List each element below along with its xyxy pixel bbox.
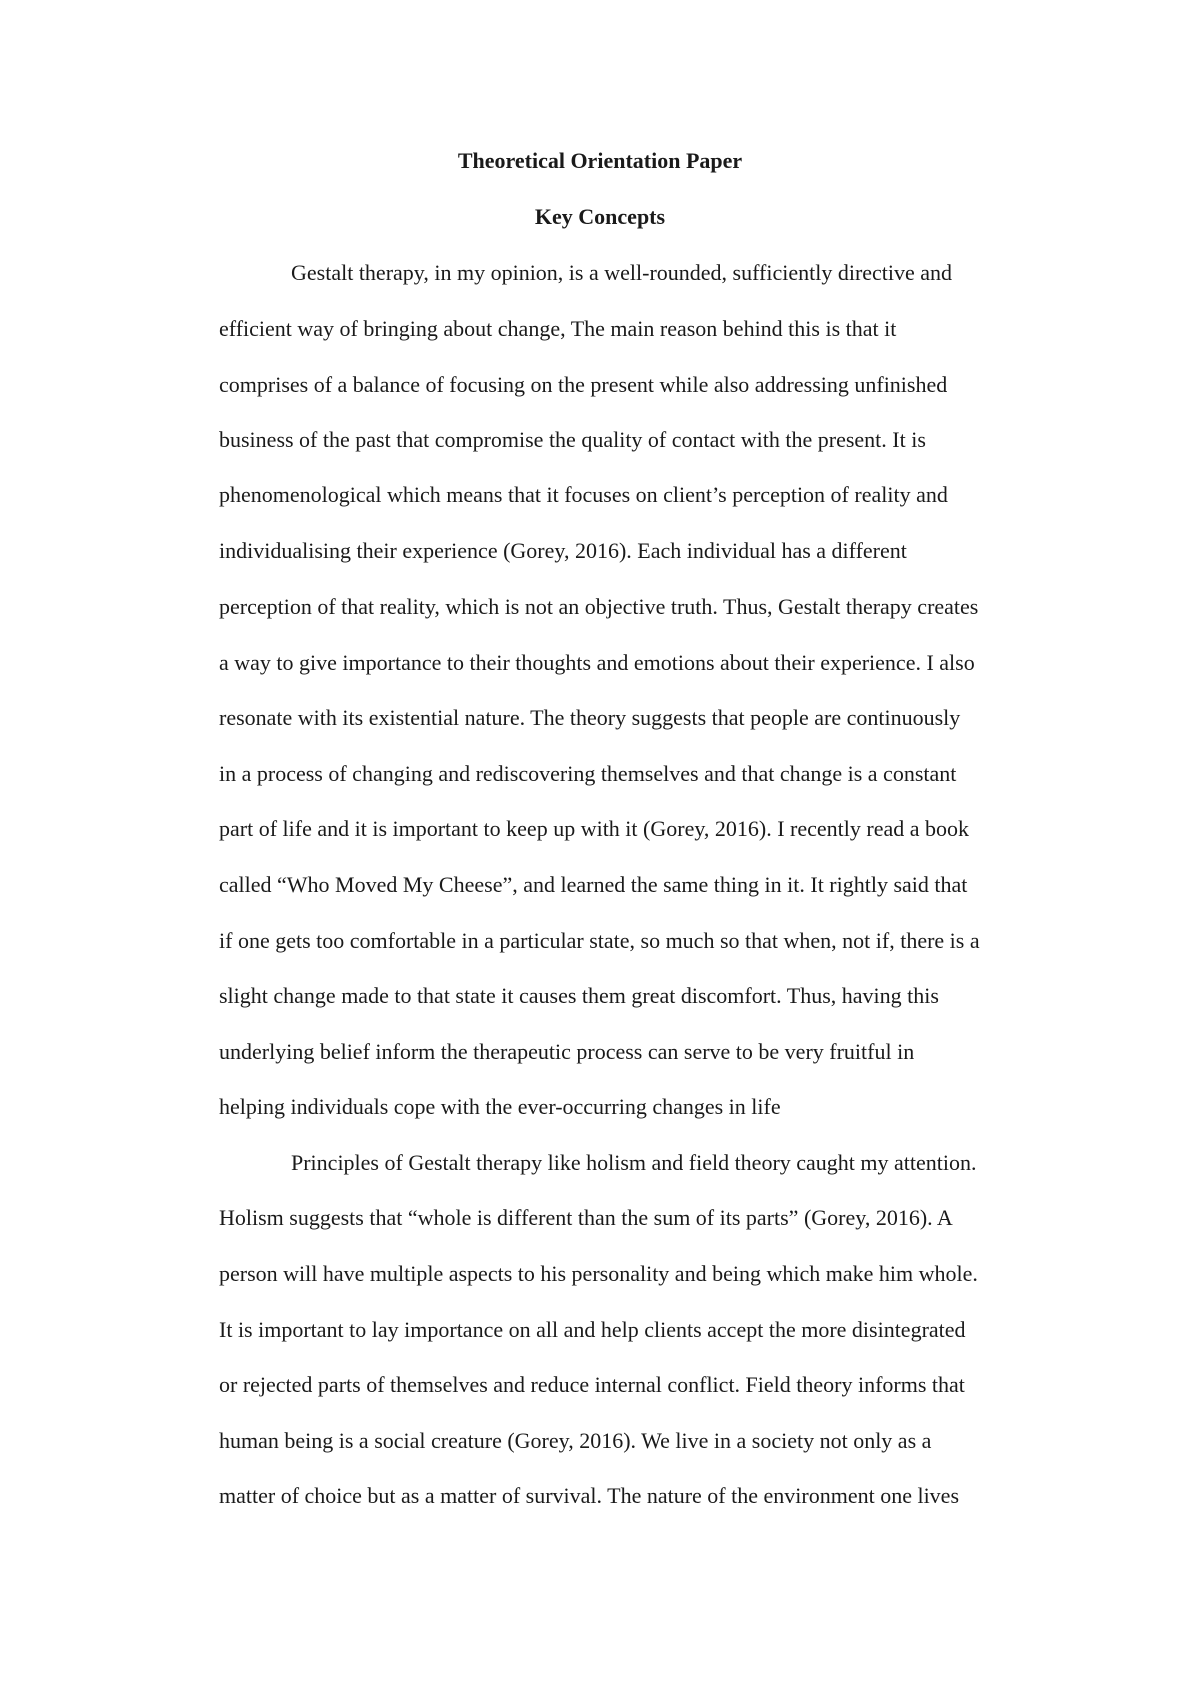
paragraph-1-line: perception of that reality, which is not an objective truth. Thus, Gestalt therapy creates xyxy=(219,594,979,619)
paragraph-1-line: business of the past that compromise the quality of contact with the present. It is xyxy=(219,427,926,452)
paragraph-1-line: part of life and it is important to keep up with it (Gorey, 2016). I recently read a book xyxy=(219,816,970,841)
document-title: Theoretical Orientation Paper xyxy=(457,148,743,173)
paragraph-1-line: in a process of changing and rediscovering themselves and that change is a constant xyxy=(219,761,957,786)
paragraph-1-line: underlying belief inform the therapeutic process can serve to be very fruitful in xyxy=(219,1039,915,1064)
paragraph-1-line: phenomenological which means that it focuses on client’s perception of reality and xyxy=(219,482,948,507)
paragraph-1-line: a way to give importance to their thoughts and emotions about their experience. I also xyxy=(219,650,975,675)
paragraph-1-line: if one gets too comfortable in a particular state, so much so that when, not if, there is a xyxy=(219,928,980,953)
paragraph-1-line: comprises of a balance of focusing on the present while also addressing unfinished xyxy=(219,372,948,397)
paragraph-1-line: individualising their experience (Gorey, 2016). Each individual has a different xyxy=(219,538,907,563)
paragraph-1-line: efficient way of bringing about change, The main reason behind this is that it xyxy=(219,316,897,341)
paragraph-1-line: resonate with its existential nature. The theory suggests that people are continuously xyxy=(219,705,961,730)
paragraph-2-line: person will have multiple aspects to his personality and being which make him whole. xyxy=(219,1261,978,1286)
paragraph-2-line: matter of choice but as a matter of survival. The nature of the environment one lives xyxy=(219,1483,960,1508)
paragraph-2-line: or rejected parts of themselves and reduce internal conflict. Field theory informs that xyxy=(219,1372,965,1397)
paragraph-2-line: It is important to lay importance on all and help clients accept the more disintegrated xyxy=(219,1317,966,1342)
paragraph-2-line: human being is a social creature (Gorey, 2016). We live in a society not only as a xyxy=(219,1428,932,1453)
paragraph-2-line: Holism suggests that “whole is different than the sum of its parts” (Gorey, 2016). A xyxy=(219,1205,953,1230)
section-heading: Key Concepts xyxy=(534,204,666,229)
paragraph-1-line: Gestalt therapy, in my opinion, is a well-rounded, sufficiently directive and xyxy=(291,260,953,285)
paragraph-2-line: Principles of Gestalt therapy like holism and field theory caught my attention. xyxy=(291,1150,977,1175)
paragraph-1-line: slight change made to that state it causes them great discomfort. Thus, having this xyxy=(219,983,939,1008)
paragraph-1-line: helping individuals cope with the ever-occurring changes in life xyxy=(219,1094,781,1119)
paragraph-1-line: called “Who Moved My Cheese”, and learned the same thing in it. It rightly said that xyxy=(219,872,968,897)
